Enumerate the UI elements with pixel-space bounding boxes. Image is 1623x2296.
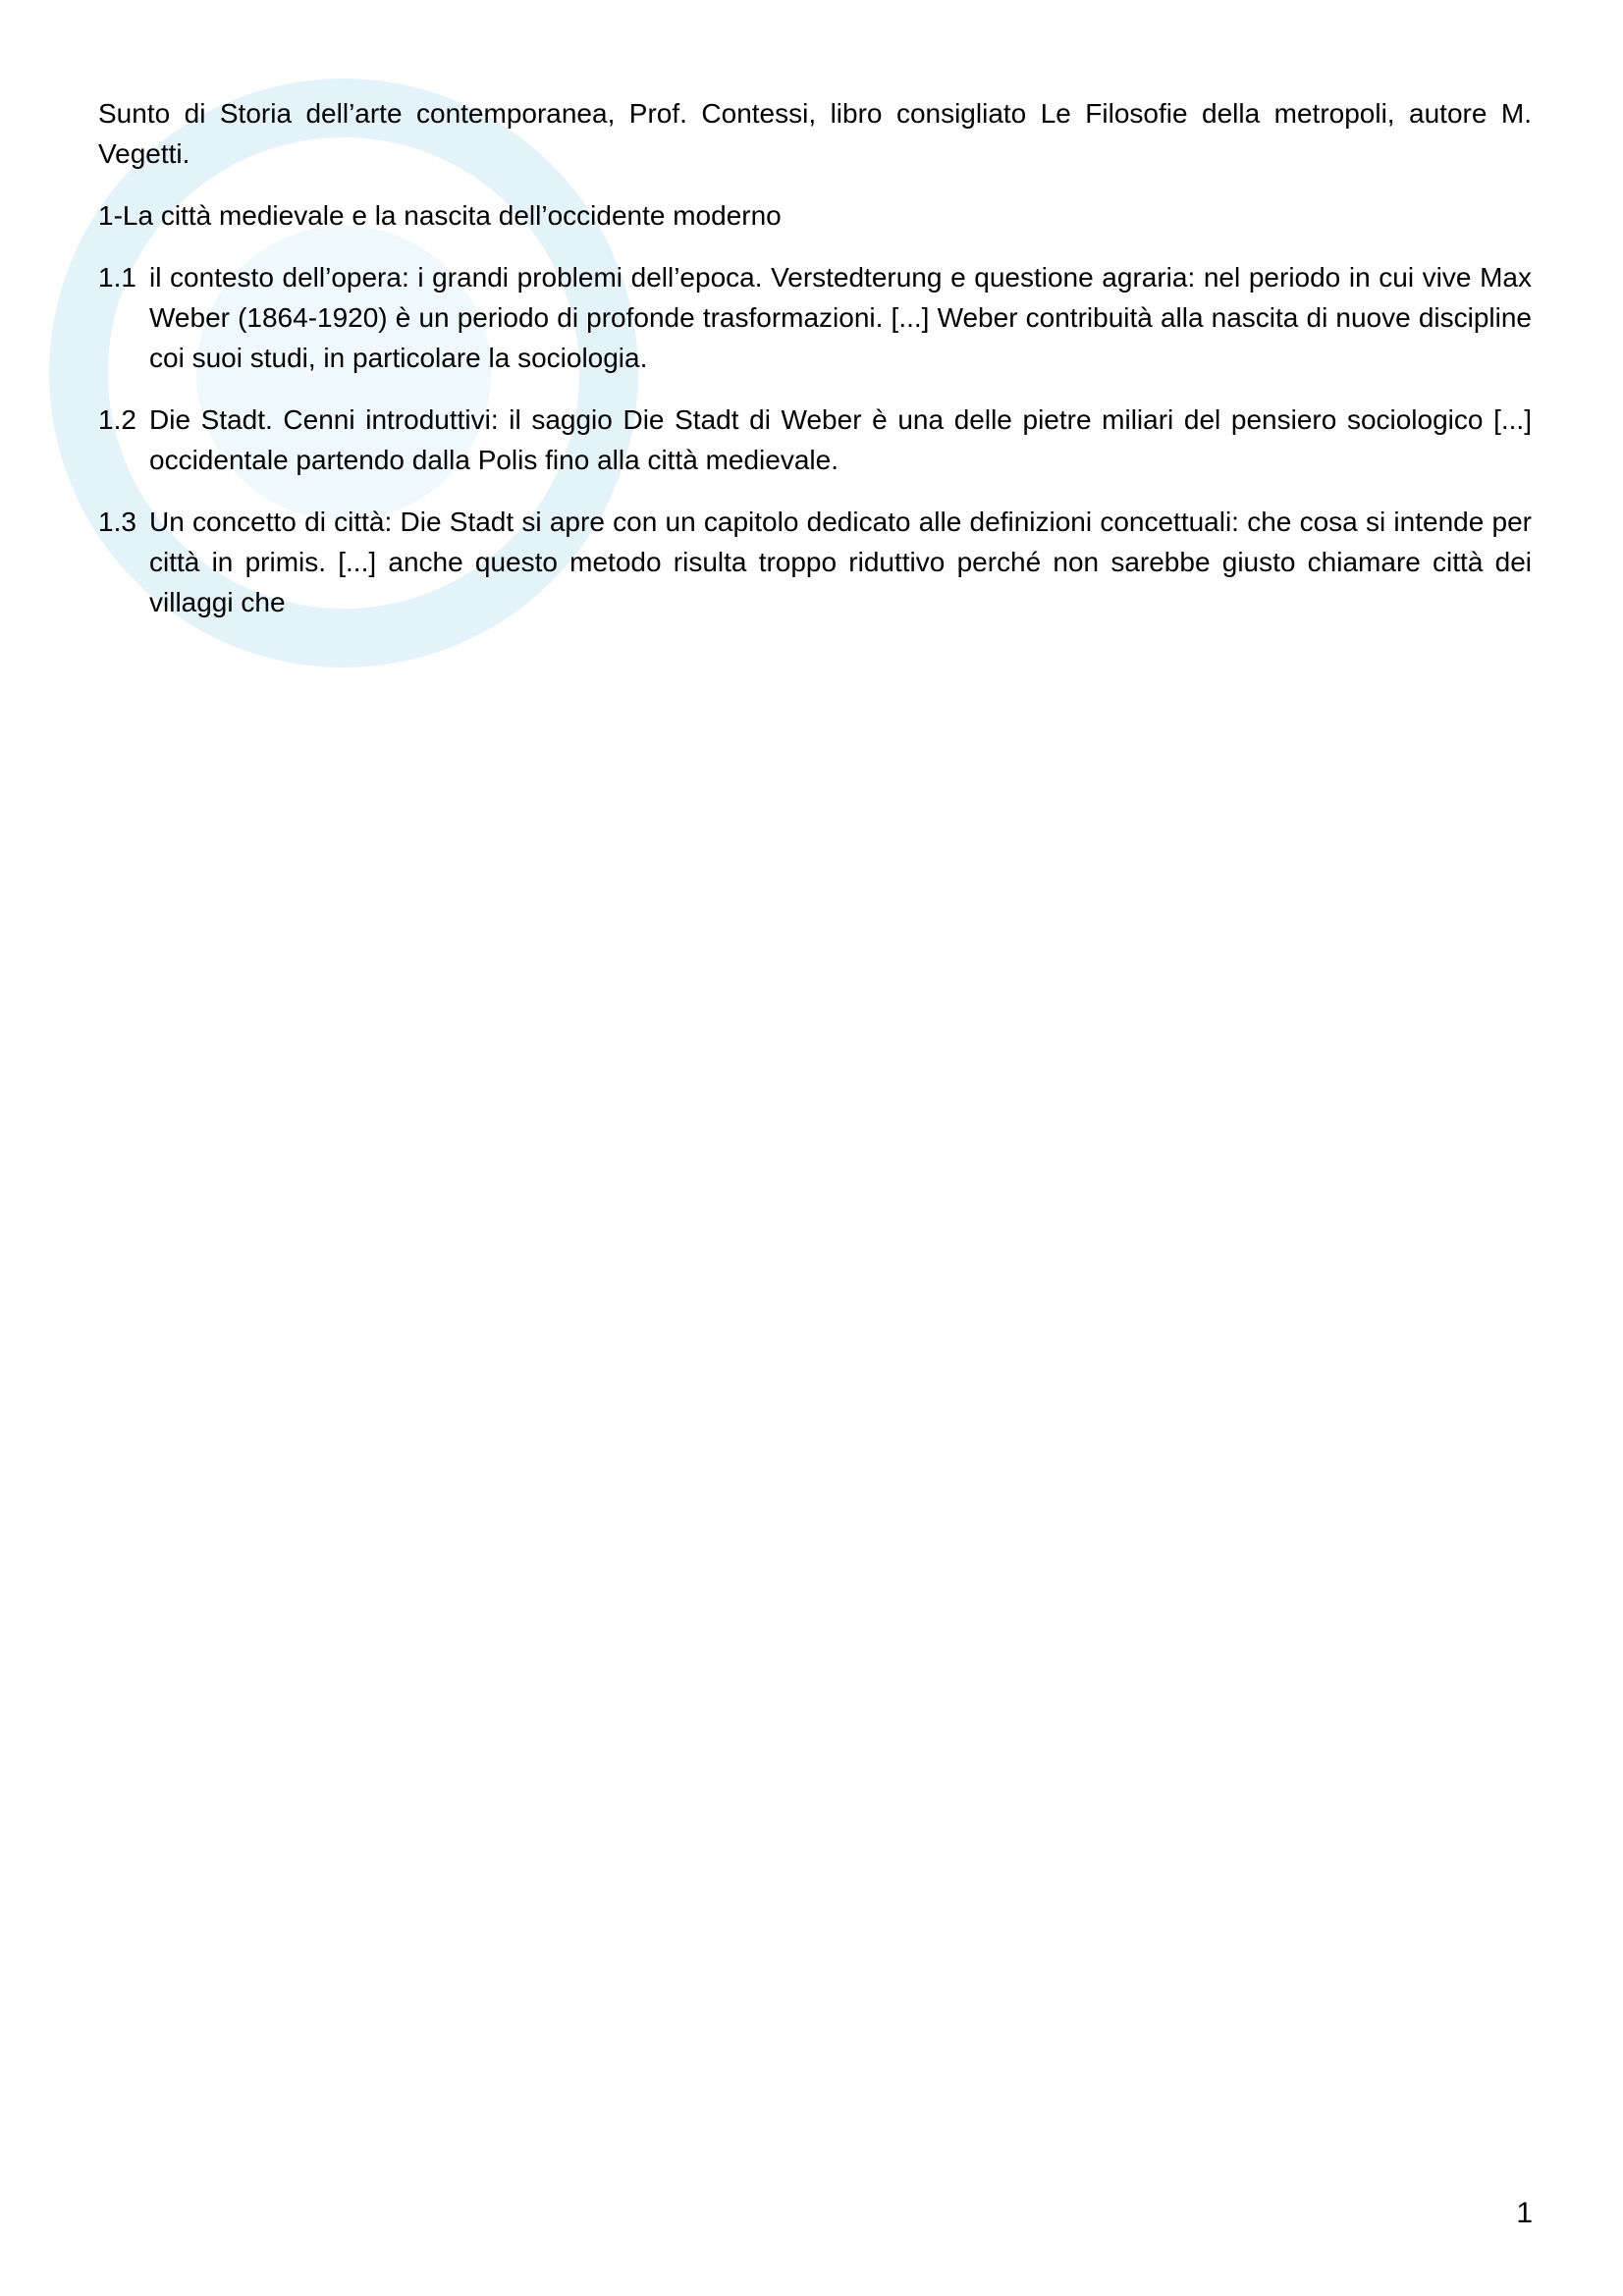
page-number: 1 — [1516, 2197, 1533, 2229]
section-number: 1.3 — [98, 507, 136, 537]
document-page — [98, 93, 1532, 644]
chapter-title: 1-La città medievale e la nascita dell’occidente moderno — [98, 200, 782, 231]
section-1-3 — [98, 502, 1532, 622]
section-number: 1.2 — [98, 404, 136, 435]
section-1-2 — [98, 400, 1532, 480]
section-number: 1.1 — [98, 262, 136, 293]
section-text: Un concetto di città: Die Stadt si apre con un capitolo dedicato alle definizioni concettuali: che cosa si intende per città in primis. [...] anche questo metodo risulta troppo riduttivo perché non sarebbe giusto chiamare città dei villaggi che — [149, 507, 1532, 617]
section-text: Die Stadt. Cenni introduttivi: il saggio Die Stadt di Weber è una delle pietre miliari del pensiero sociologico [...] occidentale partendo dalla Polis fino alla città medievale. — [149, 404, 1532, 475]
section-text: il contesto dell’opera: i grandi problemi dell’epoca. Verstedterung e questione agraria: nel periodo in cui vive Max Weber (1864-1920) è un periodo di profonde trasformazioni. [...] Weber contribuità alla nascita di nuove discipline coi suoi studi, in particolare la sociologia. — [149, 262, 1532, 373]
section-1-1 — [98, 257, 1532, 378]
document-header: Sunto di Storia dell’arte contemporanea, Prof. Contessi, libro consigliato Le Filosofie della metropoli, autore M. Vegetti. — [98, 98, 1532, 169]
